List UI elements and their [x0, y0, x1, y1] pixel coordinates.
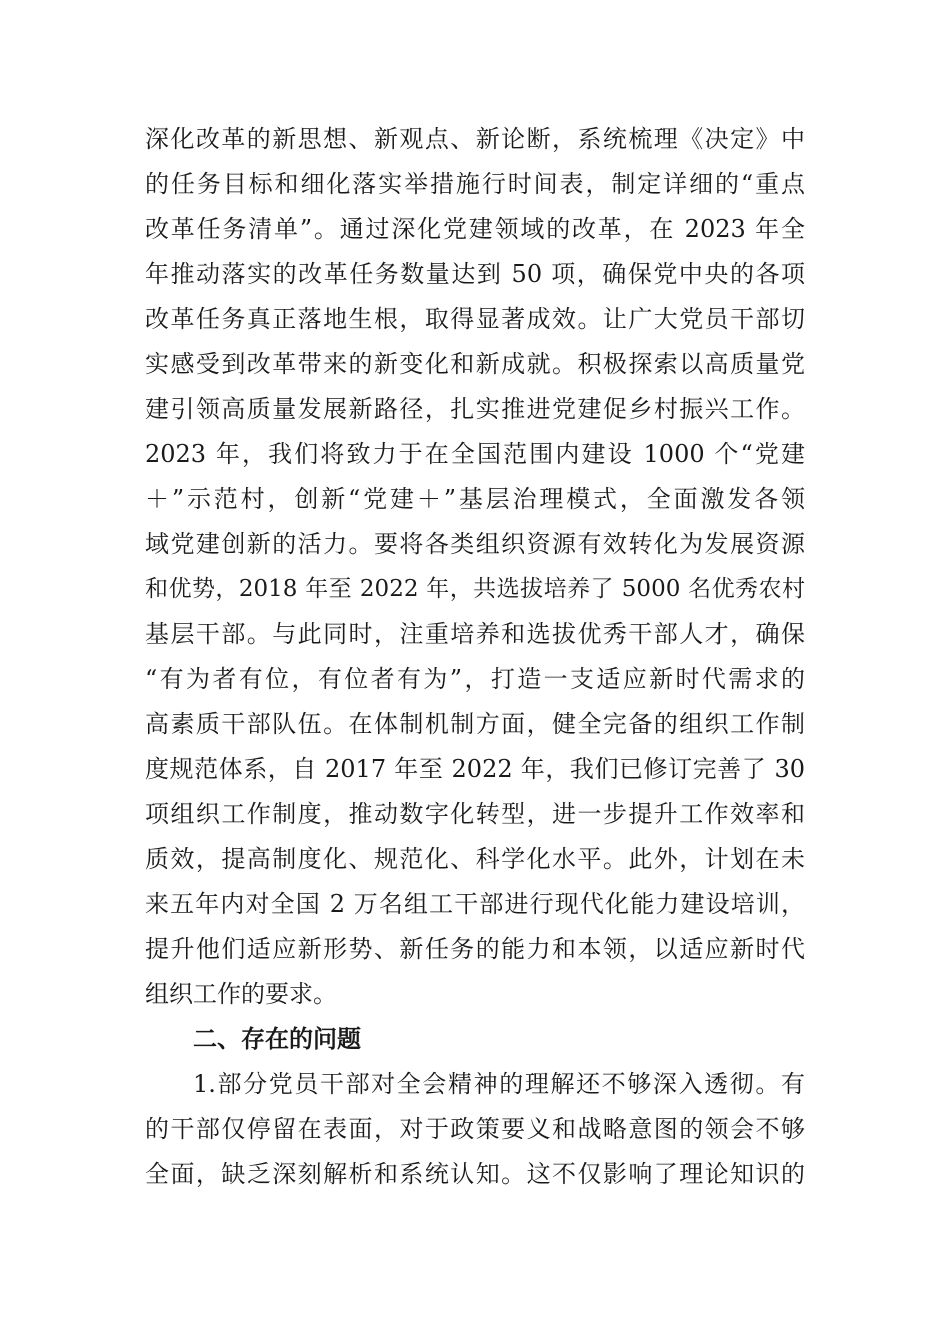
body-text-line: ＋”示范村，创新“党建＋”基层治理模式，全面激发各领: [145, 485, 805, 513]
body-text-line: 的干部仅停留在表面，对于政策要义和战略意图的领会不够: [145, 1115, 805, 1143]
body-text-line: 域党建创新的活力。要将各类组织资源有效转化为发展资源: [145, 530, 805, 558]
body-text-line: 基层干部。与此同时，注重培养和选拔优秀干部人才，确保: [145, 620, 805, 648]
body-text-line: 改革任务清单”。通过深化党建领域的改革，在 2023 年全: [145, 215, 805, 243]
body-text-line: 改革任务真正落地生根，取得显著成效。让广大党员干部切: [145, 305, 805, 333]
body-text-line: 全面，缺乏深刻解析和系统认知。这不仅影响了理论知识的: [145, 1160, 805, 1188]
body-text-line: 实感受到改革带来的新变化和新成就。积极探索以高质量党: [145, 350, 805, 378]
body-text-line: 和优势，2018 年至 2022 年，共选拔培养了 5000 名优秀农村: [145, 576, 805, 602]
body-text-line: 深化改革的新思想、新观点、新论断，系统梳理《决定》中: [145, 125, 805, 153]
body-text-line: 度规范体系，自 2017 年至 2022 年，我们已修订完善了 30: [145, 755, 805, 783]
body-text-line: 的任务目标和细化落实举措施行时间表，制定详细的“重点: [145, 170, 805, 198]
body-text-line: 提升他们适应新形势、新任务的能力和本领，以适应新时代: [145, 935, 805, 963]
body-text-line: 1.部分党员干部对全会精神的理解还不够深入透彻。有: [193, 1070, 805, 1098]
body-text-line: 项组织工作制度，推动数字化转型，进一步提升工作效率和: [145, 800, 805, 828]
body-text-line: 组织工作的要求。: [145, 980, 337, 1008]
body-text-line: 质效，提高制度化、规范化、科学化水平。此外，计划在未: [145, 845, 805, 873]
body-text-line: 高素质干部队伍。在体制机制方面，健全完备的组织工作制: [145, 710, 805, 738]
body-text-line: “有为者有位，有位者有为”，打造一支适应新时代需求的: [145, 665, 805, 693]
body-text-line: 建引领高质量发展新路径，扎实推进党建促乡村振兴工作。: [145, 395, 805, 423]
section-heading: 二、存在的问题: [193, 1025, 361, 1053]
body-text-line: 2023 年，我们将致力于在全国范围内建设 1000 个“党建: [145, 440, 805, 468]
body-text-line: 年推动落实的改革任务数量达到 50 项，确保党中央的各项: [145, 260, 805, 288]
body-text-line: 来五年内对全国 2 万名组工干部进行现代化能力建设培训，: [145, 890, 805, 918]
